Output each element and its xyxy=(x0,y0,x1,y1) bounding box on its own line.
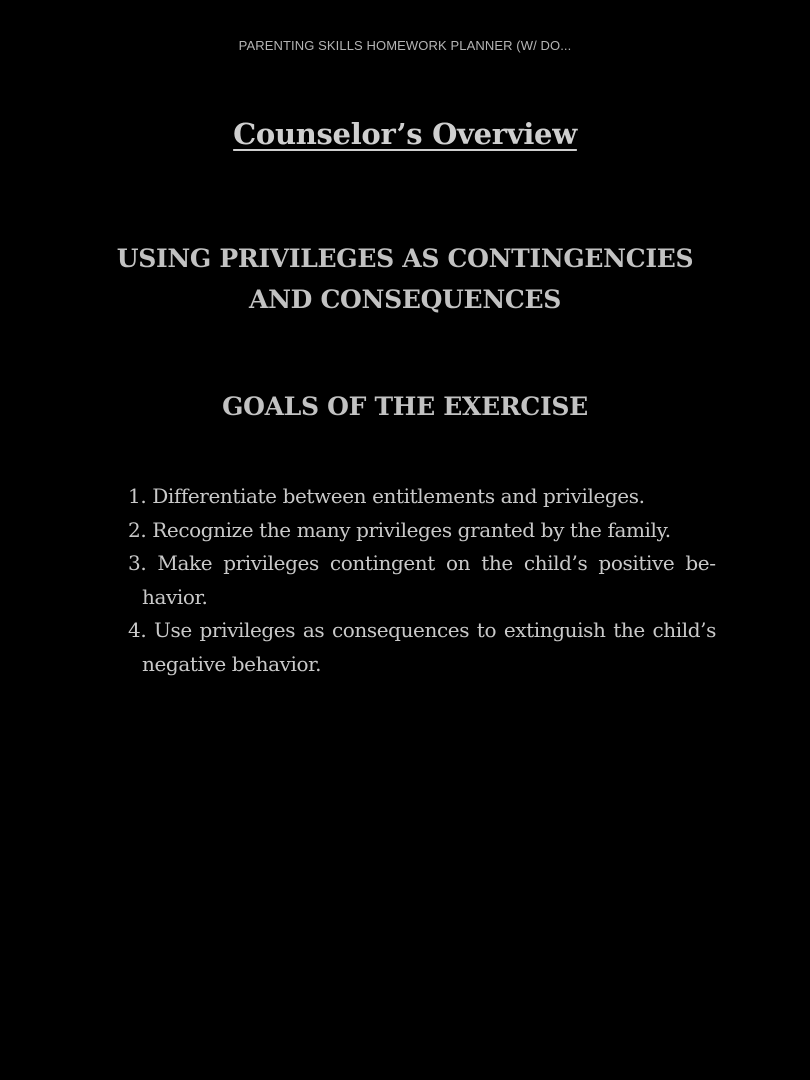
goal-item-1: 1. Differentiate between entitlements and privileges. xyxy=(128,484,645,508)
section-title xyxy=(110,238,700,320)
goal-item-3: 3. Make privileges contingent on the child’s positive behavior. xyxy=(128,551,716,609)
section-title-line-2: AND CONSEQUENCES xyxy=(249,285,561,314)
goal-item-4: 4. Use privileges as consequences to extinguish the child’s negative behavior. xyxy=(128,618,716,676)
chapter-title: Counselor’s Overview xyxy=(233,117,577,151)
section-title-line-1: USING PRIVILEGES AS CONTINGENCIES xyxy=(116,244,694,273)
goals-list xyxy=(128,480,716,681)
book-title-header: PARENTING SKILLS HOMEWORK PLANNER (W/ DO... xyxy=(238,38,572,53)
goal-item-2: 2. Recognize the many privileges granted by the family. xyxy=(128,517,671,542)
goals-heading: GOALS OF THE EXERCISE xyxy=(222,392,588,421)
